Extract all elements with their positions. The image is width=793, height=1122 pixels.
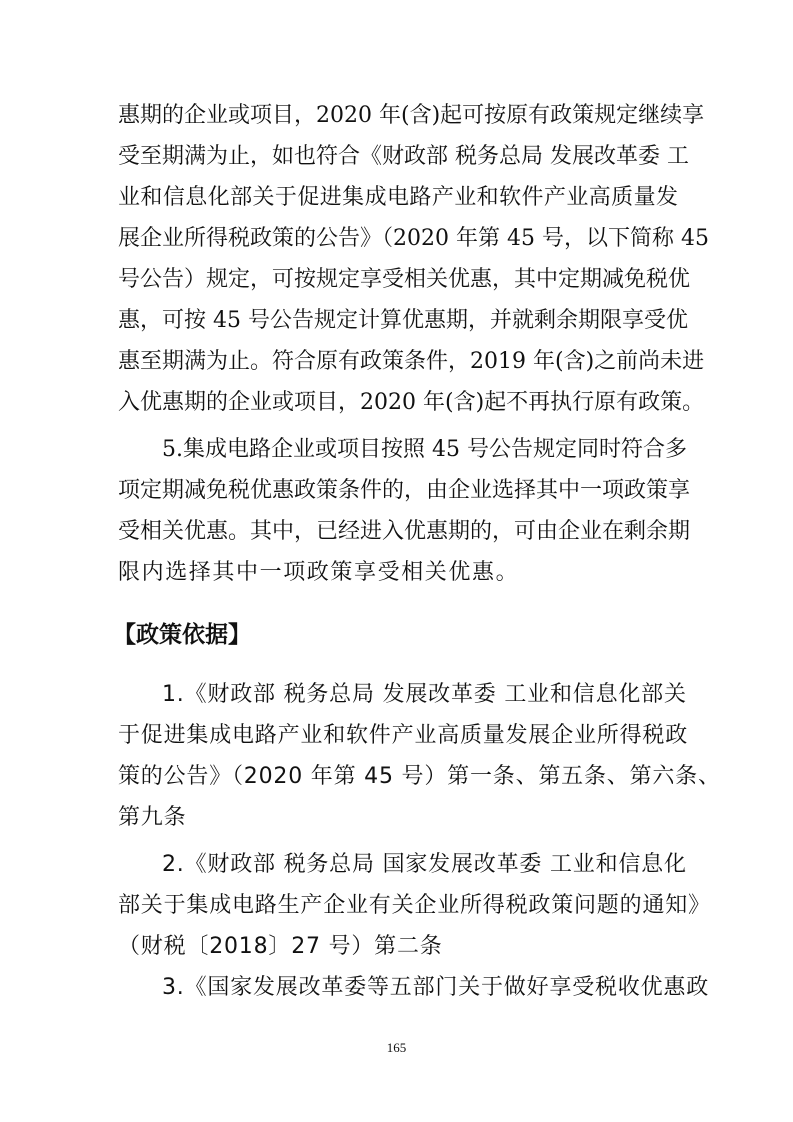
policy-line: 2.《财政部 税务总局 国家发展改革委 工业和信息化 — [162, 852, 687, 877]
policy-line: 于促进集成电路产业和软件产业高质量发展企业所得税政 — [118, 723, 689, 748]
body-line: 受至期满为止，如也符合《财政部 税务总局 发展改革委 工 — [118, 144, 689, 169]
body-line: 业和信息化部关于促进集成电路产业和软件产业高质量发 — [118, 185, 678, 210]
body-line: 展企业所得税政策的公告》（2020 年第 45 号，以下简称 45 — [118, 226, 709, 251]
policy-line: 部关于集成电路生产企业有关企业所得税政策问题的通知》 — [118, 893, 711, 918]
body-line: 受相关优惠。其中，已经进入优惠期的，可由企业在剩余期 — [118, 519, 691, 544]
body-line: 惠期的企业或项目，2020 年(含)起可按原有政策规定继续享 — [118, 103, 705, 128]
policy-line: 第九条 — [118, 805, 187, 830]
body-line: 惠至期满为止。符合原有政策条件，2019 年(含)之前尚未进 — [118, 349, 705, 374]
body-line: 号公告）规定，可按规定享受相关优惠，其中定期减免税优 — [118, 267, 691, 292]
page-number: 165 — [386, 1040, 407, 1055]
body-line: 项定期减免税优惠政策条件的，由企业选择其中一项政策享 — [118, 478, 691, 503]
policy-line: 1.《财政部 税务总局 发展改革委 工业和信息化部关 — [162, 682, 687, 707]
body-line: 惠，可按 45 号公告规定计算优惠期，并就剩余期限享受优 — [118, 308, 688, 333]
body-line: 入优惠期的企业或项目，2020 年(含)起不再执行原有政策。 — [118, 390, 705, 415]
policy-line: 策的公告》（2020 年第 45 号）第一条、第五条、第六条、 — [118, 764, 721, 789]
section-heading: 【政策依据】 — [113, 622, 251, 648]
policy-line: （财税〔2018〕27 号）第二条 — [118, 934, 443, 959]
policy-line: 3.《国家发展改革委等五部门关于做好享受税收优惠政 — [162, 975, 709, 1000]
body-line: 5.集成电路企业或项目按照 45 号公告规定同时符合多 — [162, 437, 687, 462]
body-line: 限内选择其中一项政策享受相关优惠。 — [118, 560, 520, 585]
